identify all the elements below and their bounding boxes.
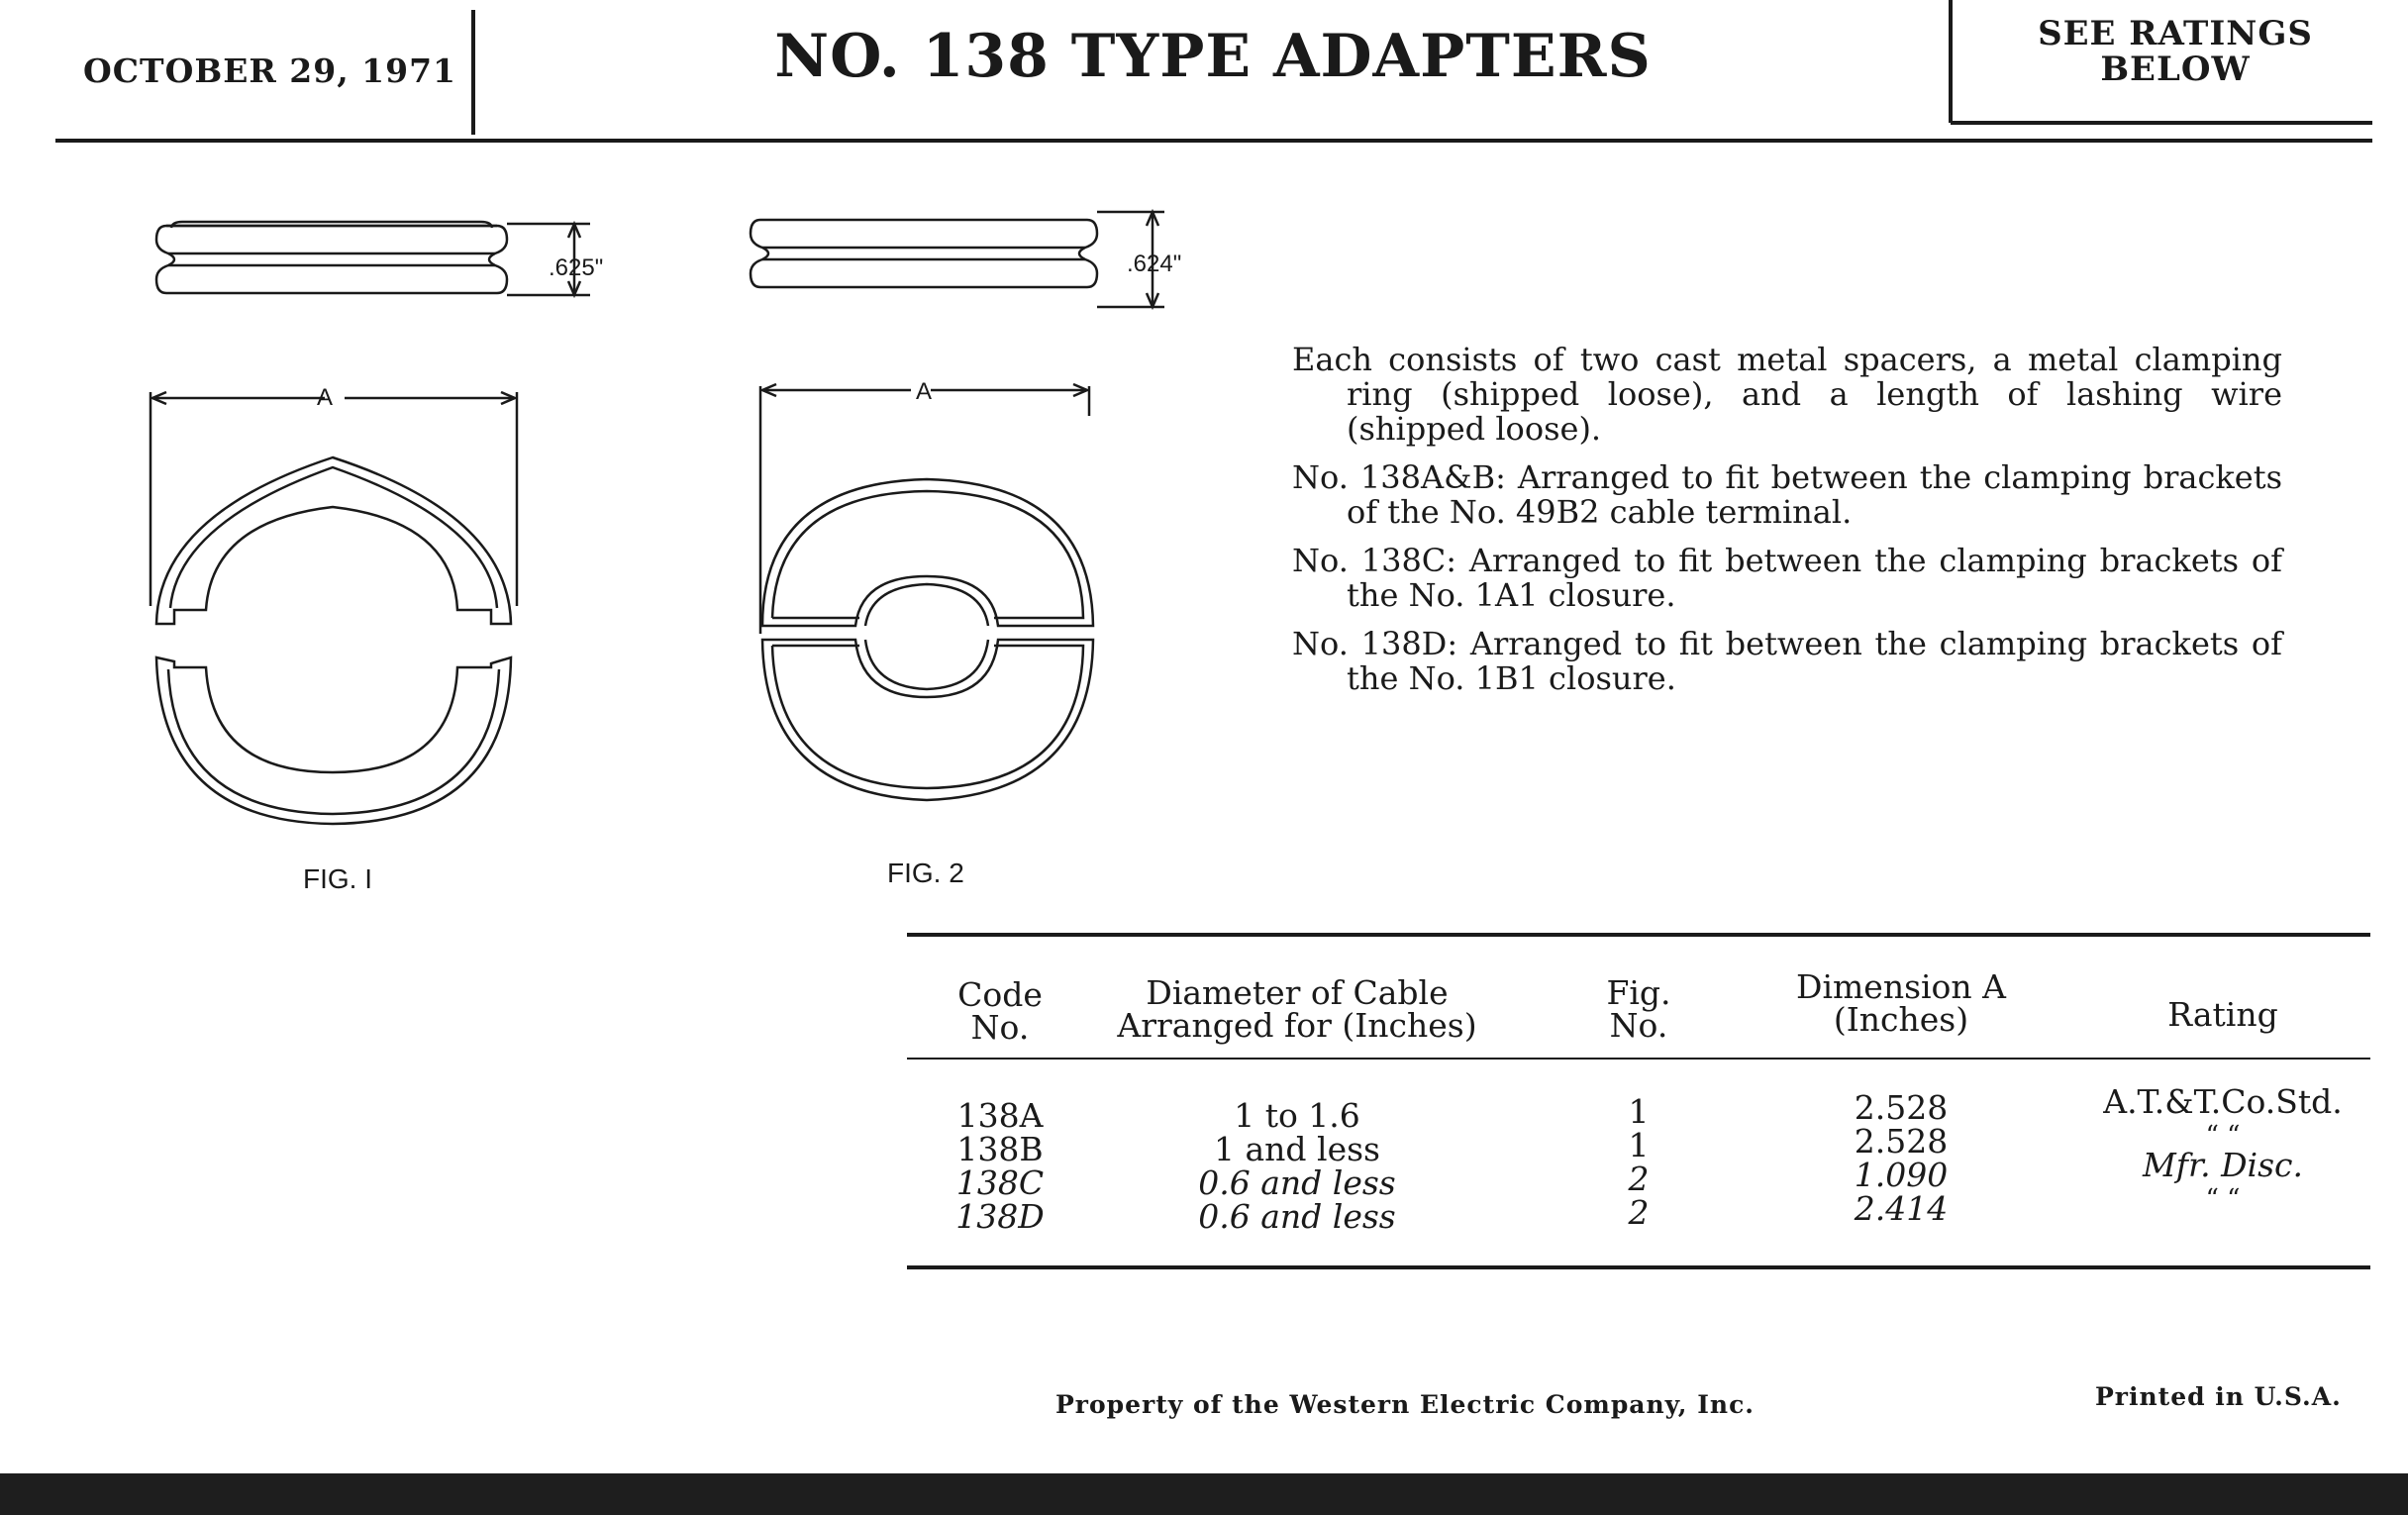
scan-edge-band: [0, 1473, 2408, 1515]
description-paragraph: No. 138C: Arranged to fit between the clamping brackets of the No. 1A1 closure.: [1292, 542, 2282, 614]
cell-code: 138C: [955, 1163, 1045, 1202]
table-column-code: [921, 1096, 1079, 1236]
table-header-rating: Rating: [2167, 995, 2278, 1034]
header-diameter-line1: Diameter of Cable: [1146, 973, 1449, 1012]
table-header-code: [921, 975, 1079, 1047]
header-code-line1: Code: [957, 975, 1043, 1014]
description-paragraph: No. 138D: Arranged to fit between the clamping brackets of the No. 1B1 closure.: [1292, 625, 2282, 697]
header-rule: [55, 139, 2372, 143]
cell-fig: 2: [1628, 1160, 1650, 1198]
figure-1-width-dim: A: [317, 384, 334, 411]
figure-2-label: FIG. 2: [887, 858, 964, 888]
cell-diameter: 1 to 1.6: [1234, 1096, 1360, 1135]
header-diameter-line2: Arranged for (Inches): [1117, 1006, 1477, 1045]
cell-fig: 1: [1628, 1092, 1650, 1131]
table-header-dimension: [1762, 967, 2040, 1039]
table-column-dimension: [1762, 1088, 2040, 1228]
cell-diameter: 0.6 and less: [1198, 1197, 1396, 1236]
cell-dimension: 2.414: [1854, 1189, 1949, 1228]
cell-diameter: 1 and less: [1214, 1130, 1380, 1168]
table-column-diameter: [1099, 1096, 1495, 1236]
figure-2-drawing: [733, 198, 1248, 852]
table-header-fig: [1584, 973, 1693, 1045]
figure-1-label: FIG. I: [303, 863, 372, 894]
description-paragraph: Each consists of two cast metal spacers, a metal clamping ring (shipped loose), and a length of lashing wire (shipped loose).: [1292, 341, 2282, 448]
footer-printed: Printed in U.S.A.: [2095, 1382, 2342, 1411]
cell-code: 138D: [955, 1197, 1045, 1236]
cell-dimension: 2.528: [1854, 1122, 1949, 1161]
cell-fig: 2: [1628, 1193, 1650, 1232]
cell-diameter: 0.6 and less: [1198, 1163, 1396, 1202]
cell-rating: Mfr. Disc.: [2142, 1146, 2304, 1184]
header-ratings-line2: BELOW: [2100, 50, 2251, 89]
table-bottom-rule: [907, 1265, 2370, 1269]
cell-dimension: 1.090: [1854, 1156, 1949, 1194]
table-top-rule: [907, 933, 2370, 937]
cell-fig: 1: [1628, 1126, 1650, 1164]
figure-1-drawing: [139, 198, 653, 852]
figure-2-height-dim: .624": [1127, 251, 1182, 277]
table-header-rule: [907, 1058, 2370, 1060]
header-rule-right: [1951, 121, 2372, 125]
description-block: [1292, 343, 2282, 710]
table-column-fig: [1584, 1092, 1693, 1232]
header-code-line2: No.: [970, 1008, 1030, 1047]
table-column-rating: [2079, 1082, 2366, 1214]
table-header-diameter: [1099, 973, 1495, 1045]
header-date: OCTOBER 29, 1971: [83, 51, 457, 90]
description-paragraph: No. 138A&B: Arranged to fit between the clamping brackets of the No. 49B2 cable terminal.: [1292, 458, 2282, 531]
header-dimension-line2: (Inches): [1833, 1000, 1969, 1039]
figure-2-width-dim: A: [916, 378, 933, 405]
header-fig-line1: Fig.: [1606, 973, 1671, 1012]
cell-rating: “ “: [2205, 1184, 2241, 1214]
cell-rating: A.T.&T.Co.Std.: [2103, 1082, 2343, 1121]
header-ratings: [1953, 16, 2398, 87]
page-title: NO. 138 TYPE ADAPTERS: [774, 22, 1652, 91]
cell-code: 138A: [956, 1096, 1044, 1135]
header-dimension-line1: Dimension A: [1795, 967, 2007, 1006]
cell-code: 138B: [956, 1130, 1044, 1168]
header-fig-line2: No.: [1609, 1006, 1668, 1045]
figure-1-height-dim: .625": [549, 254, 604, 281]
footer-property: Property of the Western Electric Company, Inc.: [1055, 1390, 1756, 1419]
cell-dimension: 2.528: [1854, 1088, 1949, 1127]
cell-rating: “ “: [2205, 1121, 2241, 1151]
header-ratings-line1: SEE RATINGS: [2038, 14, 2313, 53]
